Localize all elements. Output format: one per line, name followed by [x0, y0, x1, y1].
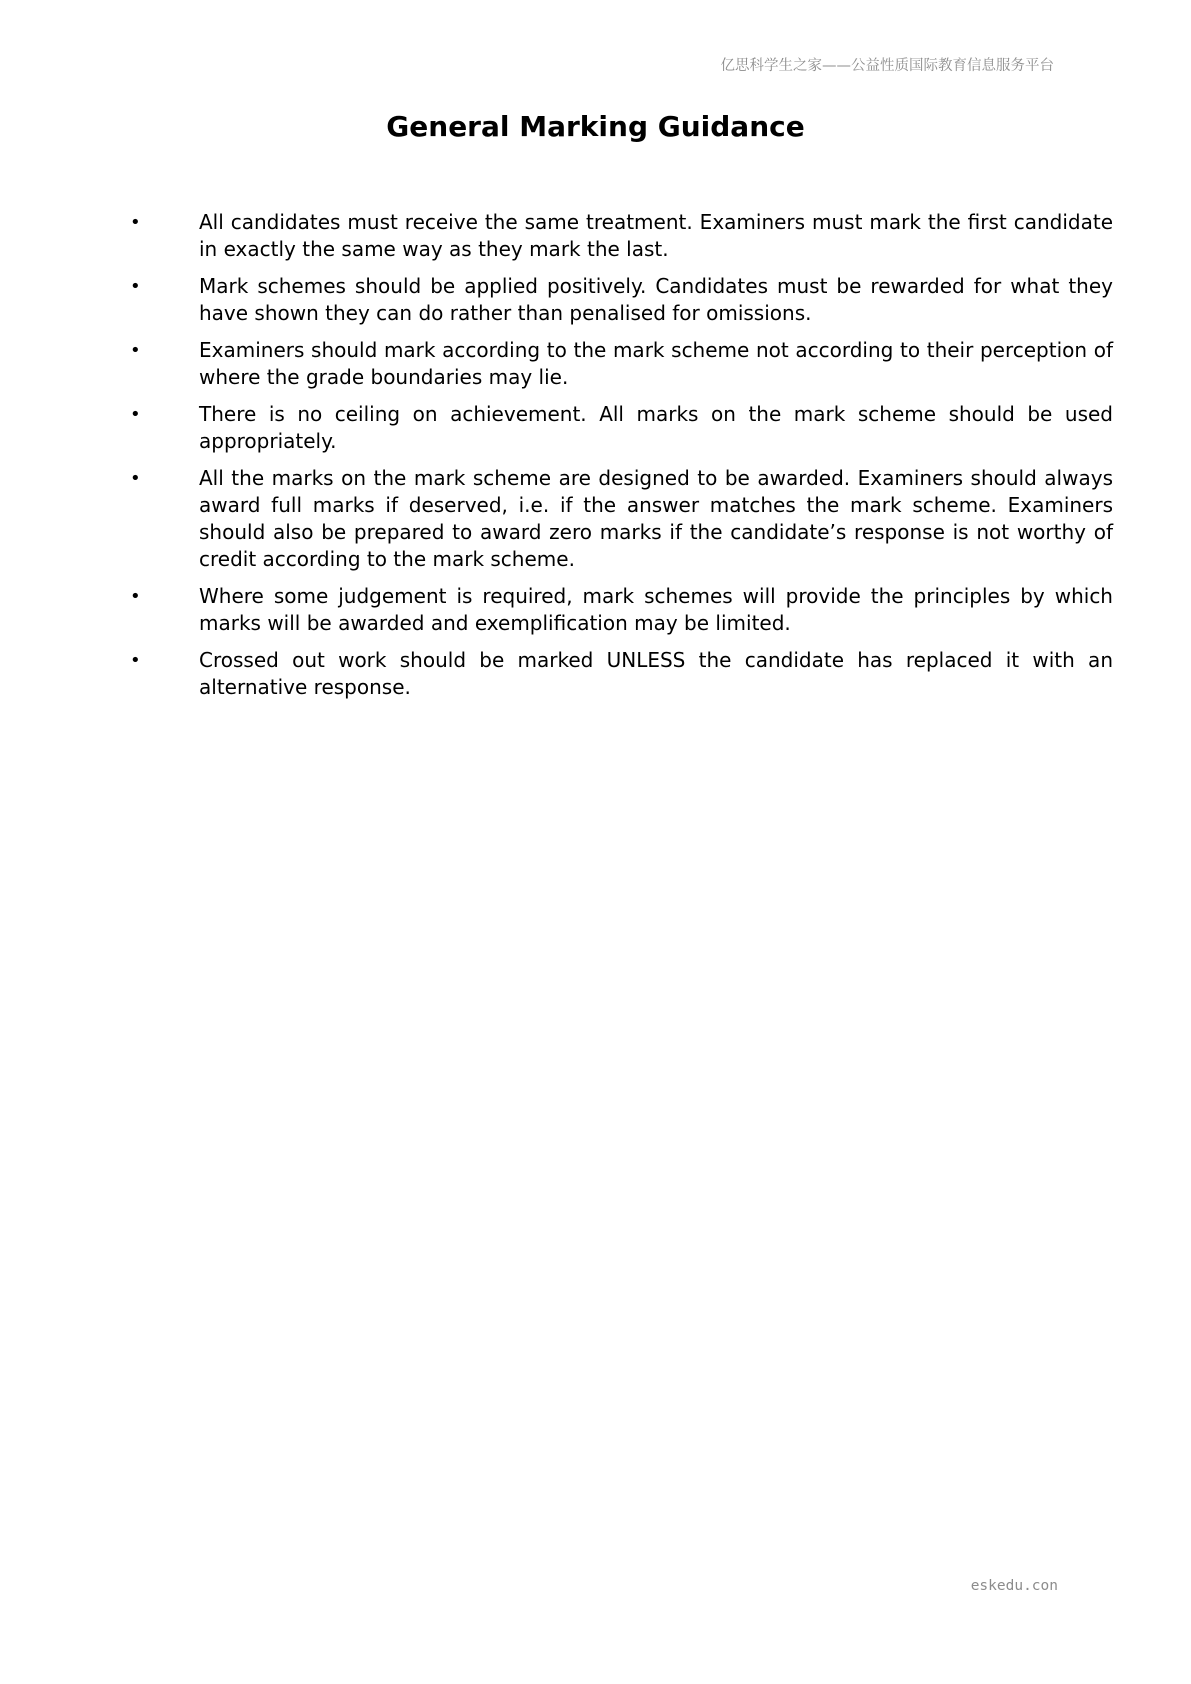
bullet-icon: • [130, 340, 141, 361]
list-item-text: Crossed out work should be marked UNLESS the candidate has replaced it with an alternative response. [199, 648, 1113, 699]
list-item-text: All the marks on the mark scheme are designed to be awarded. Examiners should always award full marks if deserved, i.e. if the answer matches the mark scheme. Examiners should also be prepared to award zero marks if the candidate’s response is not worthy of credit according to the mark scheme. [199, 466, 1113, 571]
list-item-text: Mark schemes should be applied positively. Candidates must be rewarded for what they have shown they can do rather than penalised for omissions. [199, 274, 1113, 325]
list-item-text: There is no ceiling on achievement. All marks on the mark scheme should be used appropriately. [199, 402, 1113, 453]
guidance-list [117, 209, 1113, 711]
list-item [117, 583, 1113, 637]
list-item [117, 401, 1113, 455]
header-watermark: 亿思科学生之家——公益性质国际教育信息服务平台 [720, 58, 1054, 74]
bullet-icon: • [130, 404, 141, 425]
bullet-icon: • [130, 212, 141, 233]
list-item [117, 209, 1113, 263]
footer-site-text: eskedu.con [970, 1578, 1058, 1594]
list-item [117, 647, 1113, 701]
bullet-icon: • [130, 468, 141, 489]
bullet-icon: • [130, 586, 141, 607]
list-item [117, 465, 1113, 573]
list-item [117, 337, 1113, 391]
bullet-icon: • [130, 650, 141, 671]
list-item-text: Where some judgement is required, mark schemes will provide the principles by which marks will be awarded and exemplification may be limited. [199, 584, 1113, 635]
list-item-text: All candidates must receive the same treatment. Examiners must mark the first candidate in exactly the same way as they mark the last. [199, 210, 1113, 261]
bullet-icon: • [130, 276, 141, 297]
page-title: General Marking Guidance [386, 110, 805, 143]
list-item-text: Examiners should mark according to the mark scheme not according to their perception of where the grade boundaries may lie. [199, 338, 1113, 389]
list-item [117, 273, 1113, 327]
